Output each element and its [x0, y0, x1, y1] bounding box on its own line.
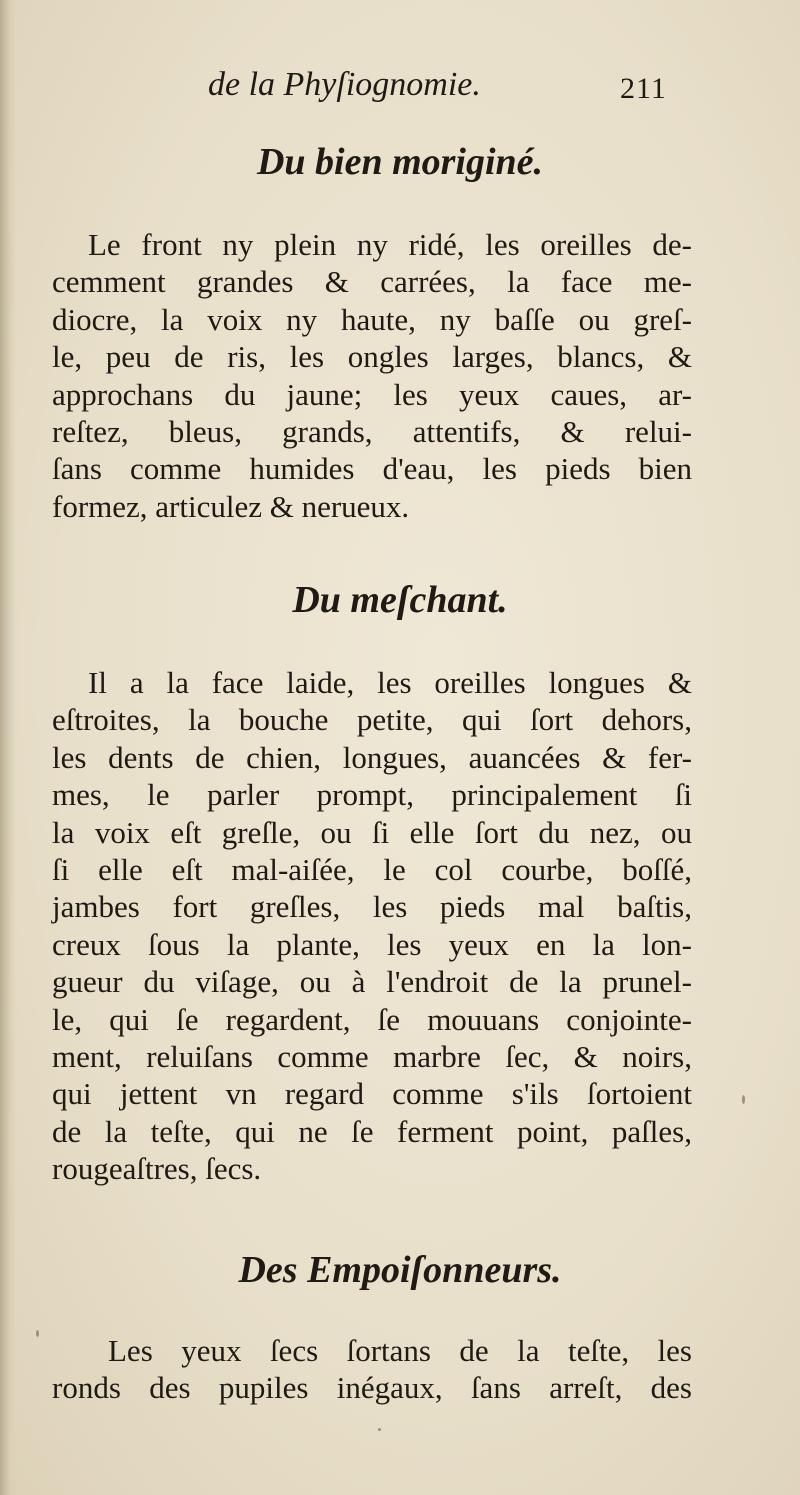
paper-speck [36, 1330, 39, 1337]
paragraph-meschant [52, 664, 692, 1187]
text-line: jambes fort greſles, les pieds mal baſtis, [52, 889, 692, 925]
section-heading-bien-morigine: Du bien moriginé. [256, 141, 544, 183]
text-line: formez, articulez & nerueux. [52, 488, 410, 524]
text-line: Les yeux ſecs ſortans de la teſte, les [108, 1333, 692, 1368]
text-line: qui jettent vn regard comme s'ils ſortoient [52, 1076, 692, 1112]
text-line: ronds des pupiles inégaux, ſans arreſt, des [52, 1370, 692, 1406]
running-title: de la Phyſiognomie. [208, 66, 481, 103]
paper-speck [742, 1095, 745, 1104]
text-line: rougeaſtres, ſecs. [52, 1151, 262, 1187]
text-line: cemment grandes & carrées, la face me- [52, 264, 692, 300]
section-heading-empoisonneurs: Des Empoiſonneurs. [238, 1249, 562, 1291]
text-line: reſtez, bleus, grands, attentifs, & relui- [52, 413, 692, 449]
paragraph-empoisonneurs [52, 1332, 692, 1407]
paper-speck [378, 1428, 381, 1431]
text-line: les dents de chien, longues, auancées & fer- [52, 739, 692, 775]
text-line: Le front ny plein ny ridé, les oreilles de- [88, 227, 692, 262]
text-line: le, peu de ris, les ongles larges, blancs, & [52, 339, 692, 375]
text-line: la voix eſt greſle, ou ſi elle ſort du nez, ou [52, 814, 692, 850]
text-line: le, qui ſe regardent, ſe mouuans conjointe- [52, 1001, 692, 1037]
text-line: gueur du viſage, ou à l'endroit de la prunel- [52, 964, 692, 1000]
text-line: creux ſous la plante, les yeux en la lon- [52, 926, 692, 962]
text-line: eſtroites, la bouche petite, qui ſort dehors, [52, 702, 692, 738]
text-line: ſi elle eſt mal-aiſée, le col courbe, boſſé, [52, 851, 692, 887]
page-number: 211 [620, 72, 667, 105]
running-head [0, 66, 800, 116]
text-line: diocre, la voix ny haute, ny baſſe ou greſ- [52, 301, 692, 337]
paragraph-bien-morigine [52, 226, 692, 525]
section-heading-meschant: Du meſchant. [292, 579, 508, 621]
text-line: approchans du jaune; les yeux caues, ar- [52, 376, 692, 412]
text-line: mes, le parler prompt, principalement ſi [52, 777, 692, 813]
text-line: Il a la face laide, les oreilles longues & [88, 665, 692, 700]
text-line: de la teſte, qui ne ſe ferment point, paſles, [52, 1113, 692, 1149]
text-line: ment, reluiſans comme marbre ſec, & noirs, [52, 1038, 692, 1074]
text-line: ſans comme humides d'eau, les pieds bien [52, 451, 692, 487]
